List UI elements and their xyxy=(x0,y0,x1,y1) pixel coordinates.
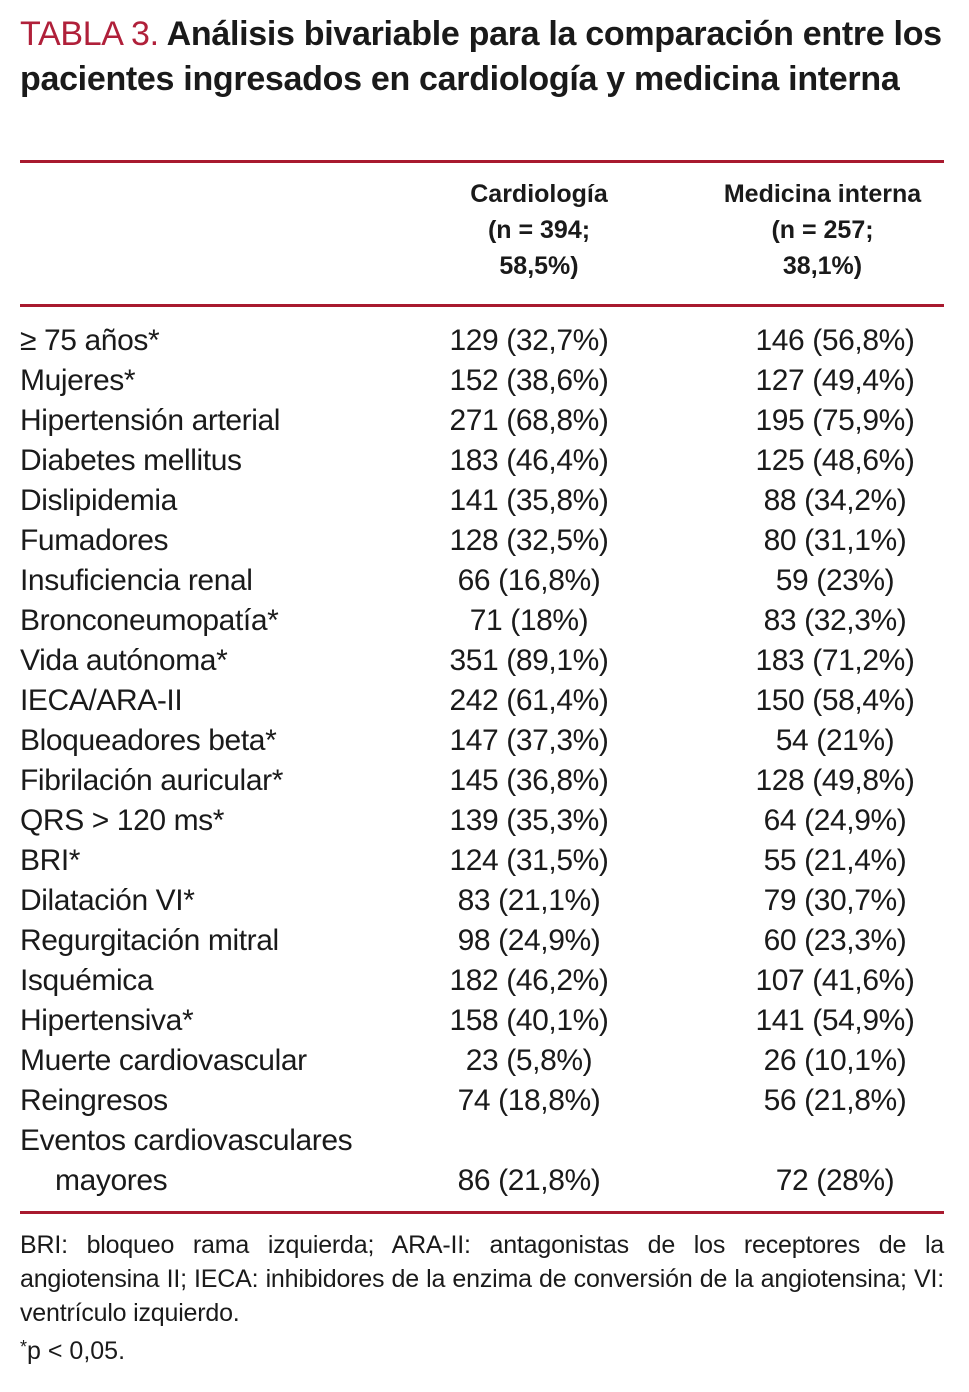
row-label: ≥ 75 años* xyxy=(20,324,160,357)
cell-medicina-interna: 128 (49,8%) xyxy=(755,764,915,797)
row-label: IECA/ARA-II xyxy=(20,684,183,717)
table-row xyxy=(20,641,950,681)
table-row xyxy=(20,401,950,441)
row-label: Fumadores xyxy=(20,524,169,557)
table-row xyxy=(20,561,950,601)
cell-medicina-interna: 80 (31,1%) xyxy=(763,524,907,557)
table-row xyxy=(20,361,950,401)
table-row xyxy=(20,721,950,761)
asterisk-mark: * xyxy=(20,1337,28,1357)
column-header-line: (n = 394; xyxy=(487,216,591,244)
table-row xyxy=(20,1081,950,1121)
table-row xyxy=(20,1041,950,1081)
cell-cardiologia: 66 (16,8%) xyxy=(457,564,601,597)
cell-cardiologia: 23 (5,8%) xyxy=(465,1044,593,1077)
row-label: Bronconeumopatía* xyxy=(20,604,279,637)
cell-medicina-interna: 55 (21,4%) xyxy=(763,844,907,877)
table-row xyxy=(20,801,950,841)
cell-cardiologia: 139 (35,3%) xyxy=(449,804,609,837)
significance-text: p < 0,05. xyxy=(27,1337,126,1365)
table-number: TABLA 3. xyxy=(20,15,159,53)
cell-medicina-interna: 107 (41,6%) xyxy=(755,964,915,997)
row-label-line: mayores xyxy=(55,1164,168,1197)
row-label: Isquémica xyxy=(20,964,154,997)
cell-cardiologia: 71 (18%) xyxy=(469,604,589,637)
cell-cardiologia: 124 (31,5%) xyxy=(449,844,609,877)
table-body xyxy=(20,321,950,1201)
column-header-line: Medicina interna xyxy=(723,180,922,208)
cell-cardiologia: 182 (46,2%) xyxy=(449,964,609,997)
cell-cardiologia: 128 (32,5%) xyxy=(449,524,609,557)
cell-cardiologia: 98 (24,9%) xyxy=(457,924,601,957)
column-header-cardiologia xyxy=(454,176,624,284)
row-label: Reingresos xyxy=(20,1084,168,1117)
table-row xyxy=(20,1001,950,1041)
cell-cardiologia: 83 (21,1%) xyxy=(457,884,601,917)
cell-medicina-interna: 141 (54,9%) xyxy=(755,1004,915,1037)
cell-medicina-interna: 60 (23,3%) xyxy=(763,924,907,957)
cell-medicina-interna: 146 (56,8%) xyxy=(755,324,915,357)
footnote: BRI: bloqueo rama izquierda; ARA-II: antagonistas de los receptores de la angiotensina II; IECA: inhibidores de la enzima de conversión de la angiotensina; VI: ventrículo izquierdo. xyxy=(20,1231,944,1327)
cell-cardiologia: 183 (46,4%) xyxy=(449,444,609,477)
table-row xyxy=(20,601,950,641)
row-label: QRS > 120 ms* xyxy=(20,804,225,837)
row-label: Fibrilación auricular* xyxy=(20,764,283,797)
table-title-text: Análisis bivariable para la comparación entre los pacientes ingresados en cardiología y medicina interna xyxy=(20,15,942,98)
cell-medicina-interna: 150 (58,4%) xyxy=(755,684,915,717)
row-label xyxy=(20,1121,352,1201)
row-label: Vida autónoma* xyxy=(20,644,228,677)
cell-medicina-interna: 72 (28%) xyxy=(775,1164,895,1197)
row-label: Dislipidemia xyxy=(20,484,177,517)
row-label: Hipertensiva* xyxy=(20,1004,194,1037)
cell-medicina-interna: 83 (32,3%) xyxy=(763,604,907,637)
row-label: BRI* xyxy=(20,844,81,877)
cell-cardiologia: 271 (68,8%) xyxy=(449,404,609,437)
cell-medicina-interna: 26 (10,1%) xyxy=(763,1044,907,1077)
table-row xyxy=(20,321,950,361)
cell-cardiologia: 74 (18,8%) xyxy=(457,1084,601,1117)
cell-cardiologia: 152 (38,6%) xyxy=(449,364,609,397)
cell-cardiologia: 242 (61,4%) xyxy=(449,684,609,717)
cell-medicina-interna: 195 (75,9%) xyxy=(755,404,915,437)
cell-cardiologia: 145 (36,8%) xyxy=(449,764,609,797)
cell-medicina-interna: 56 (21,8%) xyxy=(763,1084,907,1117)
cell-medicina-interna: 64 (24,9%) xyxy=(763,804,907,837)
cell-medicina-interna: 54 (21%) xyxy=(775,724,895,757)
table-row xyxy=(20,481,950,521)
cell-cardiologia: 129 (32,7%) xyxy=(449,324,609,357)
row-label: Dilatación VI* xyxy=(20,884,195,917)
cell-cardiologia: 86 (21,8%) xyxy=(457,1164,601,1197)
cell-cardiologia: 141 (35,8%) xyxy=(449,484,609,517)
significance-note xyxy=(20,1334,125,1368)
row-label: Mujeres* xyxy=(20,364,136,397)
cell-medicina-interna: 79 (30,7%) xyxy=(763,884,907,917)
row-label: Muerte cardiovascular xyxy=(20,1044,307,1077)
table-row xyxy=(20,881,950,921)
table-row xyxy=(20,921,950,961)
table-row xyxy=(20,841,950,881)
table-row xyxy=(20,681,950,721)
column-header-line: 58,5%) xyxy=(499,252,579,280)
row-label: Diabetes mellitus xyxy=(20,444,242,477)
cell-medicina-interna: 59 (23%) xyxy=(775,564,895,597)
column-header-line: 38,1%) xyxy=(782,252,863,280)
row-label: Hipertensión arterial xyxy=(20,404,281,437)
bottom-rule xyxy=(20,1211,944,1214)
row-label: Bloqueadores beta* xyxy=(20,724,277,757)
cell-medicina-interna: 125 (48,6%) xyxy=(755,444,915,477)
column-header-line: (n = 257; xyxy=(771,216,874,244)
cell-medicina-interna: 127 (49,4%) xyxy=(755,364,915,397)
table-row xyxy=(20,521,950,561)
table-row xyxy=(20,441,950,481)
top-rule xyxy=(20,160,944,163)
cell-cardiologia: 147 (37,3%) xyxy=(449,724,609,757)
table-row xyxy=(20,761,950,801)
cell-medicina-interna: 183 (71,2%) xyxy=(755,644,915,677)
cell-cardiologia: 351 (89,1%) xyxy=(449,644,609,677)
table-title xyxy=(20,12,950,102)
table-row xyxy=(20,961,950,1001)
cell-cardiologia: 158 (40,1%) xyxy=(449,1004,609,1037)
table-row xyxy=(20,1121,950,1201)
header-rule xyxy=(20,304,944,307)
column-header-line: Cardiología xyxy=(470,180,608,208)
cell-medicina-interna: 88 (34,2%) xyxy=(763,484,907,517)
column-header-medicina-interna xyxy=(715,176,930,284)
row-label: Insuficiencia renal xyxy=(20,564,253,597)
row-label: Regurgitación mitral xyxy=(20,924,279,957)
row-label-line: Eventos cardiovasculares xyxy=(20,1124,353,1157)
